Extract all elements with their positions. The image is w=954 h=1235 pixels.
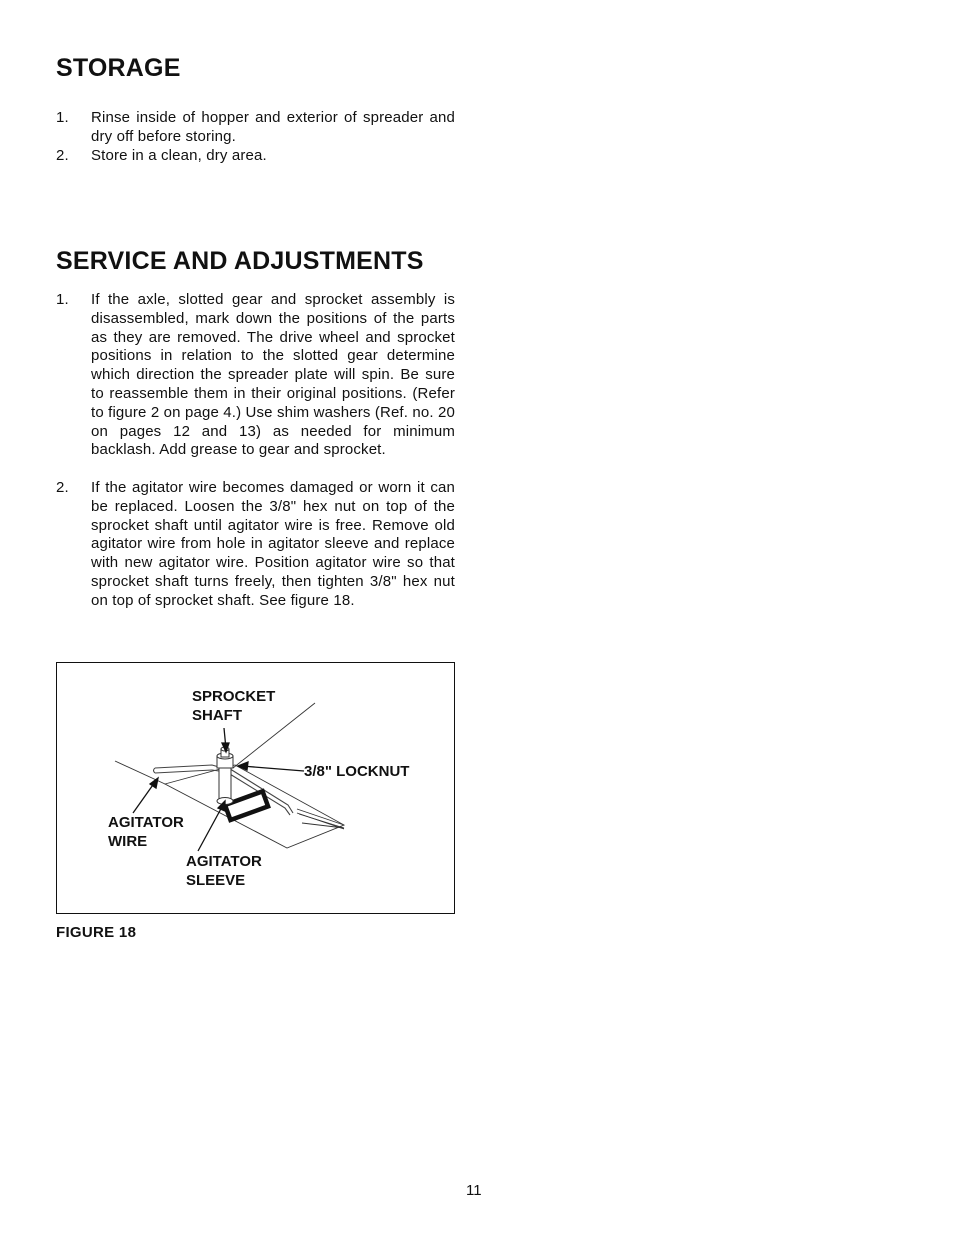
figure-caption: FIGURE 18 <box>56 924 137 941</box>
label-line: AGITATOR <box>186 853 262 870</box>
locknut-label: 3/8" LOCKNUT <box>304 763 410 780</box>
label-line: WIRE <box>108 833 148 850</box>
item-text: Store in a clean, dry area. <box>91 146 267 164</box>
service-list <box>56 291 455 611</box>
page-number: 11 <box>466 1182 482 1199</box>
list-item <box>56 291 455 460</box>
storage-list <box>56 109 455 165</box>
item-number: 1. <box>56 109 69 126</box>
storage-heading: STORAGE <box>56 54 181 82</box>
item-number: 1. <box>56 291 69 308</box>
agitator-wire-label <box>108 813 184 851</box>
label-line: SPROCKET <box>192 688 276 705</box>
item-number: 2. <box>56 146 69 164</box>
item-text: Rinse inside of hopper and exterior of spreader and dry off before storing. <box>91 109 455 145</box>
item-number: 2. <box>56 478 69 496</box>
list-item <box>56 479 455 611</box>
label-line: SLEEVE <box>186 872 246 889</box>
sprocket-shaft-label <box>192 687 275 725</box>
figure-18 <box>56 662 455 914</box>
list-item <box>56 147 455 166</box>
item-text: If the axle, slotted gear and sprocket assembly is disassembled, mark down the positions of the parts as they are removed. The drive wheel and sprocket positions in relation to the slotted gear determine which direction the spreader plate will spin. Be sure to reassemble them in their original positions. (Refer to figure 2 on page 4.) Use shim washers (Ref. no. 20 on pages 12 and 13) as needed for minimum backlash. Add grease to gear and sprocket. <box>91 291 455 459</box>
list-item <box>56 109 455 147</box>
service-heading: SERVICE AND ADJUSTMENTS <box>56 247 424 275</box>
agitator-sleeve-label <box>186 852 262 890</box>
item-text: If the agitator wire becomes damaged or worn it can be replaced. Loosen the 3/8" hex nut on top of the sprocket shaft until agitator wire is free. Remove old agitator wire from hole in agitator sleeve and replace with new agitator wire. Position agitator wire so that sprocket shaft turns freely, then tighten 3/8" hex nut on top of sprocket shaft. See figure 18. <box>91 478 455 609</box>
label-line: AGITATOR <box>108 814 184 831</box>
label-line: SHAFT <box>192 707 242 724</box>
